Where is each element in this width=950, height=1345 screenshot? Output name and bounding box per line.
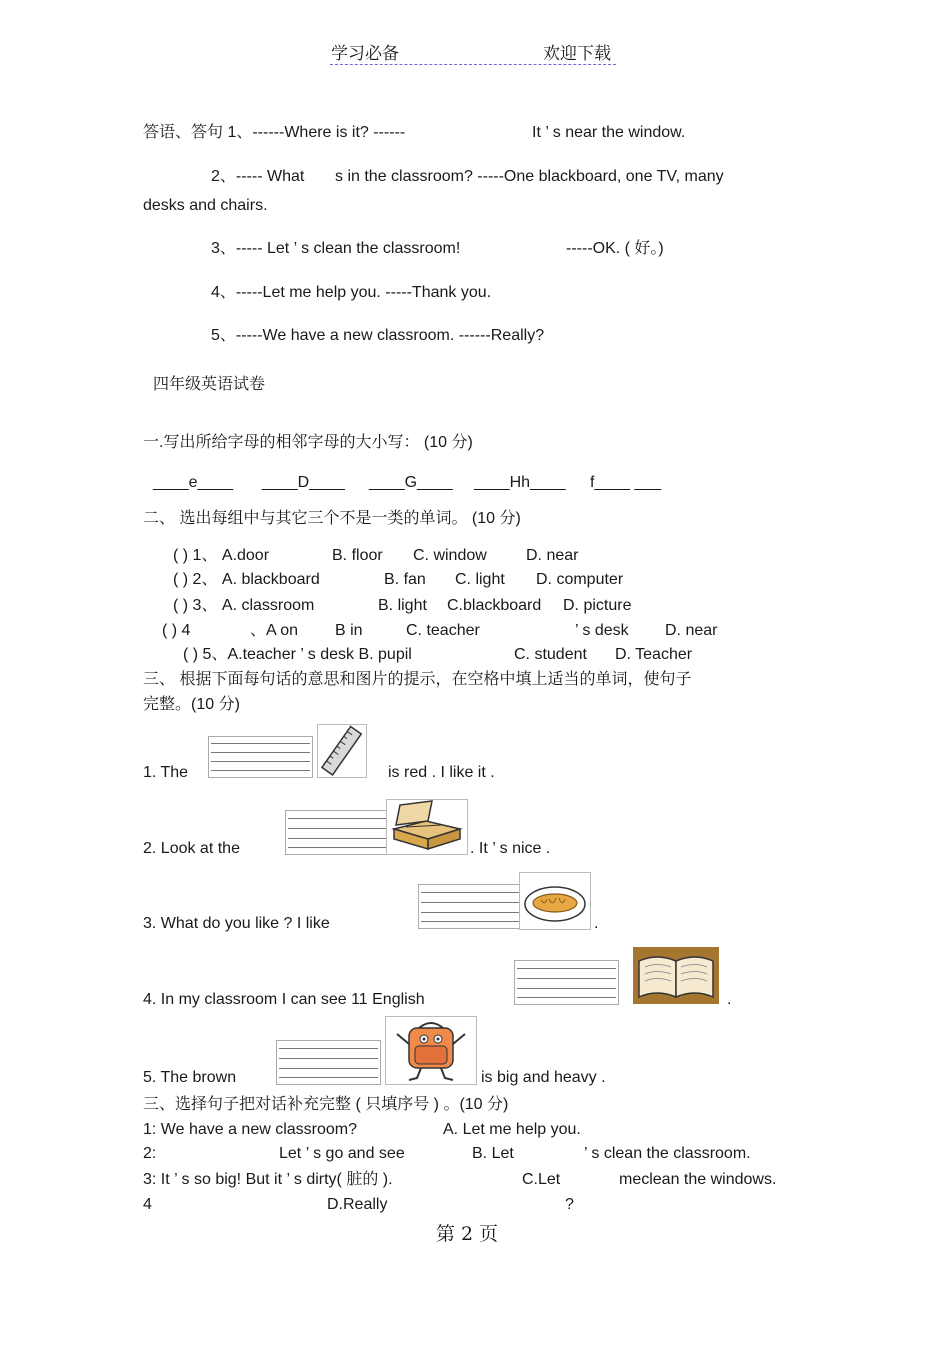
section4-r4-c: ?: [565, 1196, 574, 1213]
section2-q3-b: B. light: [378, 597, 427, 614]
section2-q2-d: D. computer: [536, 571, 624, 588]
section3-s3-end: .: [594, 915, 599, 932]
phrase-5: 5、-----We have a new classroom. ------Really?: [211, 327, 545, 344]
section3-s5-start: 5. The brown: [143, 1069, 237, 1086]
section4-r3-b: C.Let: [522, 1171, 561, 1188]
schoolbag-icon: [385, 1016, 477, 1085]
book-icon: [633, 947, 719, 1004]
section2-q5-a: ( ) 5、A.teacher ’ s desk B. pupil: [183, 646, 412, 663]
pencil-box-icon: [386, 799, 468, 855]
phrase-3-answer: -----OK. ( 好。): [566, 240, 664, 257]
section4-r3-a: 3: It ’ s so big! But it ’ s dirty( 脏的 ).: [143, 1171, 393, 1188]
section3-s1-start: 1. The: [143, 764, 189, 781]
section2-q3-c: C.blackboard: [447, 597, 542, 614]
section4-r2-a: 2:: [143, 1145, 157, 1162]
section2-q4-a: ( ) 4: [162, 622, 191, 639]
phrase-2-start: 2、----- What: [211, 168, 305, 185]
answer-box-1[interactable]: [208, 736, 313, 778]
section2-q2-a: ( ) 2、 A. blackboard: [173, 571, 320, 588]
phrase-4: 4、-----Let me help you. -----Thank you.: [211, 284, 492, 301]
section2-title: 二、 选出每组中与其它三个不是一类的单词。 (10 分): [143, 510, 521, 527]
answer-box-2[interactable]: [285, 810, 390, 855]
section4-r1-b: A. Let me help you.: [443, 1121, 581, 1138]
section2-q4-f: D. near: [665, 622, 718, 639]
section1-item: ____G____: [369, 474, 453, 491]
section4-r4-b: D.Really: [327, 1196, 388, 1213]
answer-box-3[interactable]: [418, 884, 523, 929]
section2-q5-b: C. student: [514, 646, 587, 663]
phrase-3-question: 3、----- Let ’ s clean the classroom!: [211, 240, 461, 257]
phrase-1-question: 答语、答句 1、------Where is it? ------: [143, 124, 406, 141]
section4-r2-d: ’ s clean the classroom.: [584, 1145, 751, 1162]
section2-q1-a: ( ) 1、 A.door: [173, 547, 270, 564]
section4-r1-a: 1: We have a new classroom?: [143, 1121, 358, 1138]
section1-item: f____ ___: [590, 474, 662, 491]
exam-title: 四年级英语试卷: [153, 374, 266, 393]
section2-q4-c: B in: [335, 622, 363, 639]
answer-box-5[interactable]: [276, 1040, 381, 1085]
section3-s1-end: is red . I like it .: [388, 764, 495, 781]
bread-icon: [519, 872, 591, 930]
answer-box-4[interactable]: [514, 960, 619, 1005]
ruler-icon: [317, 724, 367, 778]
section3-s4-start: 4. In my classroom I can see 11 English: [143, 991, 425, 1008]
section2-q1-c: C. window: [413, 547, 487, 564]
page-number: 第 2 页: [436, 1223, 499, 1245]
section2-q4-e: ’ s desk: [575, 622, 629, 639]
header-dashed-line: [330, 64, 616, 65]
section3-s5-end: is big and heavy .: [481, 1069, 606, 1086]
section2-q2-c: C. light: [455, 571, 505, 588]
phrase-1-answer: It ’ s near the window.: [532, 124, 686, 141]
section4-title: 三、选择句子把对话补充完整 ( 只填序号 ) 。(10 分): [143, 1096, 509, 1113]
header-right: 欢迎下载: [543, 44, 611, 64]
header-left: 学习必备: [331, 44, 399, 64]
section2-q3-d: D. picture: [563, 597, 632, 614]
section3-s2-end: . It ’ s nice .: [470, 840, 551, 857]
section3-title-line1: 三、 根据下面每句话的意思和图片的提示，在空格中填上适当的单词，使句子: [143, 671, 692, 688]
section1-title: 一.写出所给字母的相邻字母的大小写： (10 分): [143, 434, 473, 451]
phrase-2-cont: desks and chairs.: [143, 197, 268, 214]
section2-q3-a: ( ) 3、 A. classroom: [173, 597, 315, 614]
section4-r4-a: 4: [143, 1196, 152, 1213]
section2-q4-b: 、A on: [250, 622, 299, 639]
section1-item: ____D____: [262, 474, 345, 491]
section2-q1-d: D. near: [526, 547, 579, 564]
section2-q4-d: C. teacher: [406, 622, 480, 639]
section3-s4-end: .: [727, 991, 732, 1008]
section4-r2-b: Let ’ s go and see: [279, 1145, 405, 1162]
section1-item: ____e____: [153, 474, 234, 491]
section4-r3-c: meclean the windows.: [619, 1171, 777, 1188]
phrase-2-rest: s in the classroom? -----One blackboard, one TV, many: [335, 168, 724, 185]
section2-q1-b: B. floor: [332, 547, 383, 564]
section1-item: ____Hh____: [474, 474, 566, 491]
section4-r2-c: B. Let: [472, 1145, 514, 1162]
section3-s3-start: 3. What do you like ? I like: [143, 915, 330, 932]
section3-title-line2: 完整。(10 分): [143, 696, 240, 713]
section3-s2-start: 2. Look at the: [143, 840, 240, 857]
section2-q5-c: D. Teacher: [615, 646, 693, 663]
section2-q2-b: B. fan: [384, 571, 426, 588]
